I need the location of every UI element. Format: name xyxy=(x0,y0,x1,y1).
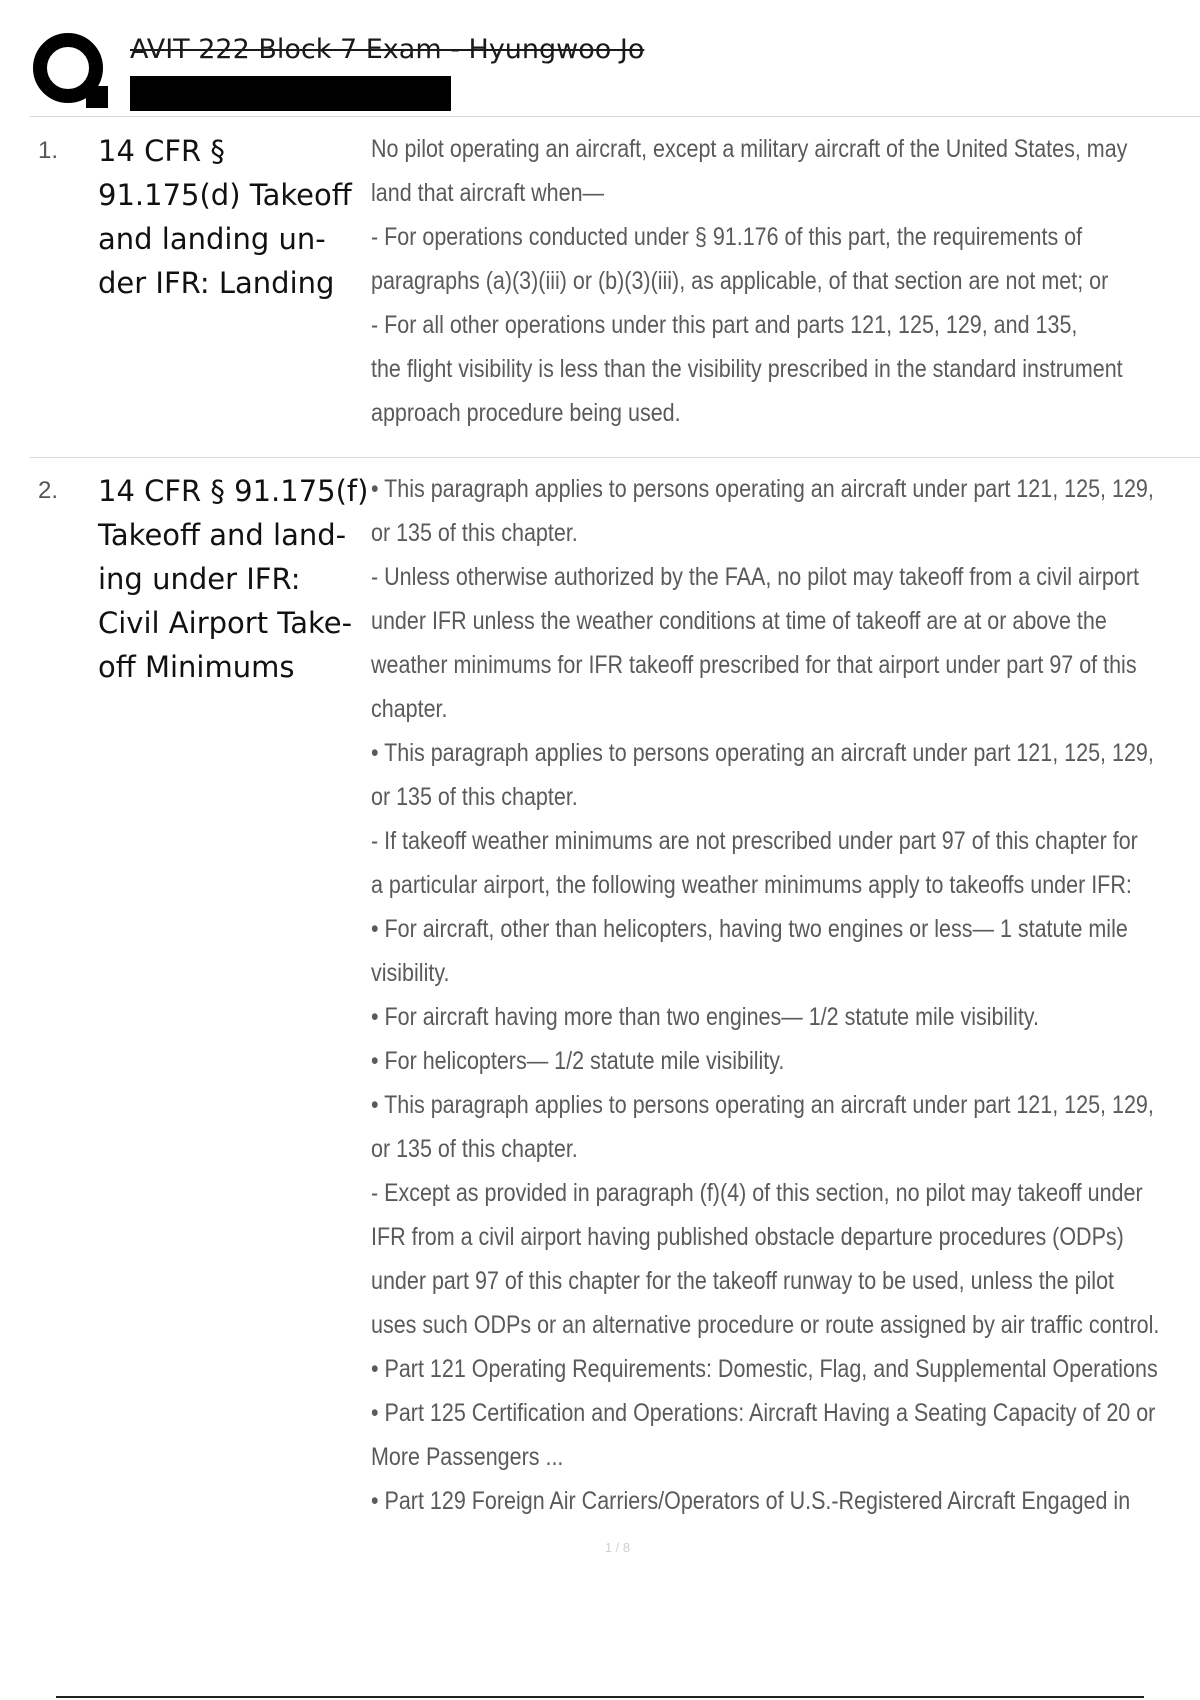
definition-line: • This paragraph applies to persons operating an aircraft under part 121, 125, 129, xyxy=(371,739,1154,767)
term xyxy=(98,469,369,689)
definition-line: • This paragraph applies to persons operating an aircraft under part 121, 125, 129, xyxy=(371,475,1154,503)
term-line: off Minimums xyxy=(98,650,295,684)
row-divider xyxy=(30,457,1200,458)
definition-line: the flight visibility is less than the visibility prescribed in the standard instrument xyxy=(371,355,1123,383)
page-indicator: 1 / 8 xyxy=(604,1540,631,1555)
definition-line: or 135 of this chapter. xyxy=(371,783,578,811)
definition-line: - For operations conducted under § 91.176 of this part, the requirements of xyxy=(371,223,1083,251)
definition-line: IFR from a civil airport having published obstacle departure procedures (ODPs) xyxy=(371,1223,1124,1251)
definition-line: a particular airport, the following weather minimums apply to takeoffs under IFR: xyxy=(371,871,1132,899)
definition-line: • For helicopters— 1/2 statute mile visibility. xyxy=(371,1047,785,1075)
definition-line: land that aircraft when— xyxy=(371,179,605,207)
definition-line: No pilot operating an aircraft, except a military aircraft of the United States, may xyxy=(371,135,1128,163)
header-divider xyxy=(30,116,1200,117)
definition-line: - If takeoff weather minimums are not prescribed under part 97 of this chapter for xyxy=(371,827,1138,855)
item-number: 1. xyxy=(38,137,59,164)
definition-line: paragraphs (a)(3)(iii) or (b)(3)(iii), as applicable, of that section are not met; or xyxy=(371,267,1109,295)
definition-line: or 135 of this chapter. xyxy=(371,519,578,547)
definition-line: • For aircraft having more than two engines— 1/2 statute mile visibility. xyxy=(371,1003,1039,1031)
definition-line: - Unless otherwise authorized by the FAA, no pilot may takeoff from a civil airport xyxy=(371,563,1139,591)
definition-line: • For aircraft, other than helicopters, having two engines or less— 1 statute mile xyxy=(371,915,1128,943)
term-line: and landing un- xyxy=(98,222,326,256)
definition-line: • Part 129 Foreign Air Carriers/Operators of U.S.-Registered Aircraft Engaged in xyxy=(371,1487,1131,1515)
bottom-rule xyxy=(56,1696,1144,1698)
definition-line: visibility. xyxy=(371,959,450,987)
item-number: 2. xyxy=(38,477,59,504)
definition-line: More Passengers ... xyxy=(371,1443,564,1471)
definition-line: under IFR unless the weather conditions at time of takeoff are at or above the xyxy=(371,607,1107,635)
term-line: Civil Airport Take- xyxy=(98,606,353,640)
term-line: 14 CFR § 91.175(f) xyxy=(98,474,369,508)
document-header xyxy=(0,0,1200,120)
term xyxy=(98,129,366,305)
definition-line: • This paragraph applies to persons operating an aircraft under part 121, 125, 129, xyxy=(371,1091,1154,1119)
definition-line: chapter. xyxy=(371,695,448,723)
definition-line: uses such ODPs or an alternative procedure or route assigned by air traffic control. xyxy=(371,1311,1160,1339)
definition-line: or 135 of this chapter. xyxy=(371,1135,578,1163)
definition-line: weather minimums for IFR takeoff prescribed for that airport under part 97 of this xyxy=(371,651,1137,679)
redacted-bar xyxy=(130,76,451,111)
definition xyxy=(371,127,1128,435)
term-line: 14 CFR § xyxy=(98,134,225,168)
definition xyxy=(371,467,1160,1523)
term-line: Takeoff and land- xyxy=(98,518,347,552)
term-line: 91.175(d) Takeoff xyxy=(98,178,352,212)
term-line: ing under IFR: xyxy=(98,562,301,596)
definition-line: • Part 125 Certification and Operations: Aircraft Having a Seating Capacity of 20 or xyxy=(371,1399,1156,1427)
definition-line: - For all other operations under this part and parts 121, 125, 129, and 135, xyxy=(371,311,1078,339)
definition-line: approach procedure being used. xyxy=(371,399,681,427)
term-line: der IFR: Landing xyxy=(98,266,335,300)
definition-line: under part 97 of this chapter for the takeoff runway to be used, unless the pilot xyxy=(371,1267,1115,1295)
quizlet-logo-icon xyxy=(30,30,110,110)
definition-line: • Part 121 Operating Requirements: Domestic, Flag, and Supplemental Operations xyxy=(371,1355,1158,1383)
definition-line: - Except as provided in paragraph (f)(4) of this section, no pilot may takeoff under xyxy=(371,1179,1143,1207)
document-title: AVIT 222 Block 7 Exam - Hyungwoo Jo xyxy=(130,34,645,65)
